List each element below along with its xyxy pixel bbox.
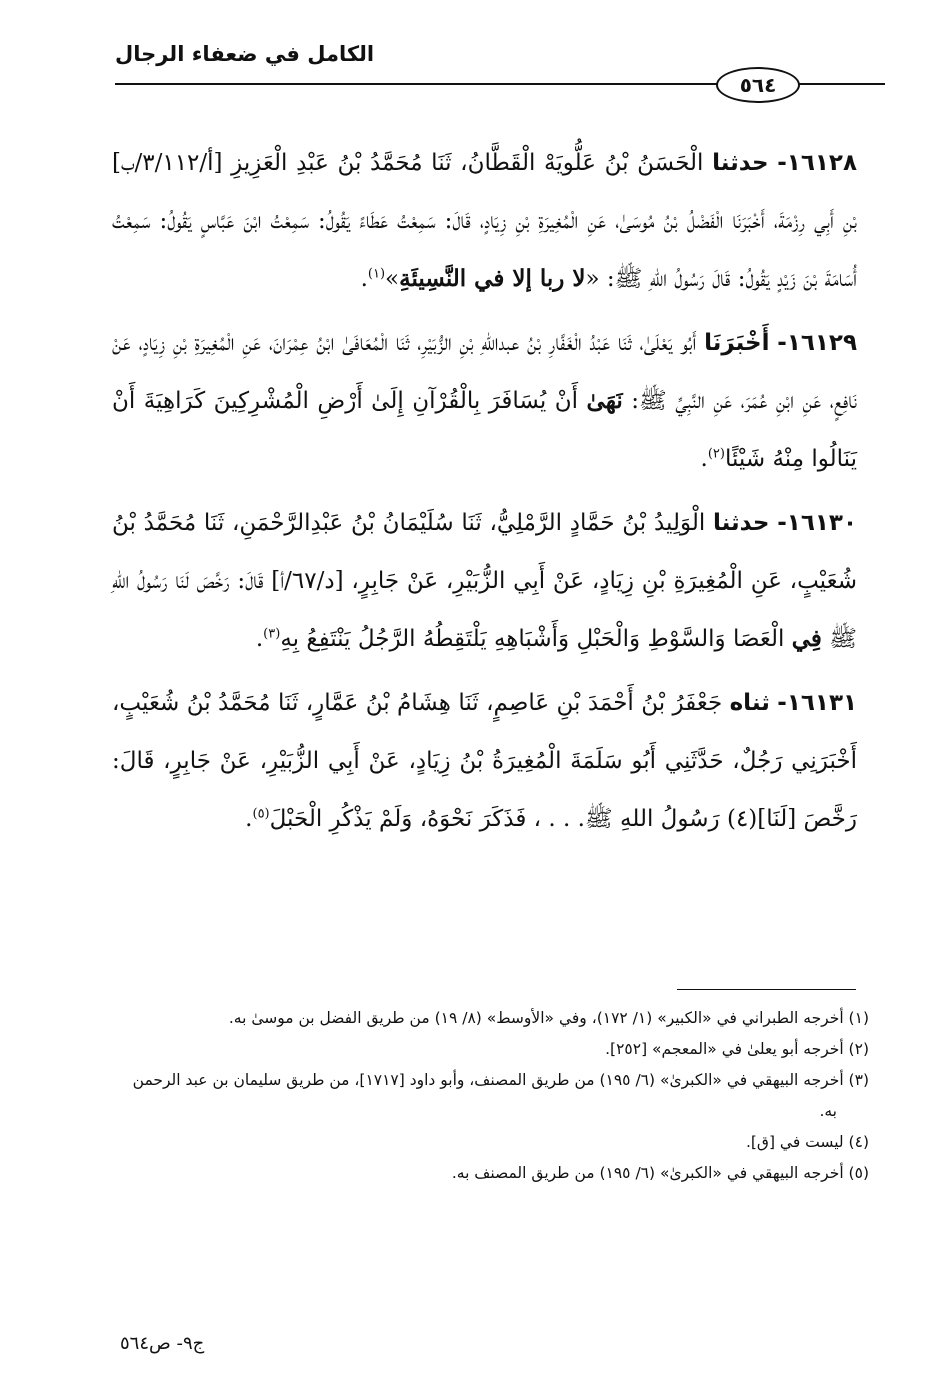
entry-text: أَبُو يَعْلَىٰ، ثَنَا عَبْدُ الْغَفَّارِ بْنُ عبداللهِ بْنِ الزُّبَيْرِ، ثَنَا الْمُعَافَىٰ ابْنُ عِمْرَانَ، عَنِ الْمُغِيرَةِ بْنِ زِيَادٍ، عَنْ نَافِعٍ، عَنِ ابْنِ عُمَرَ، عَنِ النَّبِيِّ ﷺ:	[112, 330, 857, 414]
page-number-label: ٥٦٤	[739, 73, 777, 97]
hadith-quote: فِي	[791, 625, 822, 652]
footnote: (٤) ليست في [ق].	[745, 1133, 869, 1151]
entry-text-end: الْعَصَا وَالسَّوْطِ وَالْحَبْلِ وَأَشْبَاهِهِ يَلْتَقِطُهُ الرَّجُلُ يَنْتَفِعُ بِهِ	[280, 626, 792, 652]
narration-keyword: حدثنا	[712, 510, 770, 536]
hadith-entry	[112, 314, 857, 488]
footnote: (٣) أخرجه البيهقي في «الكبرىٰ» (٦/ ١٩٥) من طريق المصنف، وأبو داود [١٧١٧]، من طريق سليمان بن عبد الرحمن به.	[132, 1071, 869, 1120]
footnote: (٢) أخرجه أبو يعلىٰ في «المعجم» [٢٥٢].	[605, 1040, 869, 1058]
narration-keyword: حدثنا	[712, 150, 769, 176]
entry-number: ١٦١٢٨-	[777, 150, 857, 176]
entry-number: ١٦١٣١-	[777, 690, 858, 716]
entry-text-end: »	[385, 266, 400, 292]
footnote-ref[interactable]: (٥)	[252, 806, 270, 822]
entry-end: .	[255, 626, 264, 652]
hadith-entry	[112, 134, 857, 308]
footnote: (٥) أخرجه البيهقي في «الكبرىٰ» (٦/ ١٩٥) من طريق المصنف به.	[451, 1164, 869, 1182]
entry-end: .	[700, 446, 708, 472]
footnote-ref[interactable]: (١)	[367, 266, 386, 282]
entry-end: .	[360, 266, 368, 292]
entry-text: الْحَسَنُ بْنُ عَلُّويَهْ الْقَطَّانُ، ثَنَا مُحَمَّدُ بْنُ عَبْدِ الْعَزِيزِ [أ/٣/١١٢/ب] بْنِ أَبِي رِزْمَةَ، أَخْبَرَنَا الْفَضْلُ بْنُ مُوسَىٰ، عَنِ الْمُغِيرَةِ بْنِ زِيَادٍ، قَالَ: سَمِعْتُ عَطَاءً يَقُولُ: سَمِعْتُ ابْنَ عَبَّاسٍ يَقُولُ: سَمِعْتُ أُسَامَةَ بْنَ زَيْدٍ يَقُولُ: قَالَ رَسُولُ اللهِ ﷺ: «	[112, 150, 857, 292]
hadith-entry	[112, 494, 857, 668]
footnote-divider	[677, 989, 856, 990]
entry-number: ١٦١٣٠-	[777, 510, 857, 536]
entry-number: ١٦١٢٩-	[777, 330, 858, 356]
hadith-entry	[112, 674, 857, 848]
entry-text: جَعْفَرُ بْنُ أَحْمَدَ بْنِ عَاصِمٍ، ثَنَا هِشَامُ بْنُ عَمَّارٍ، ثَنَا مُحَمَّدُ بْنُ شُعَيْبٍ، أَخْبَرَنِي رَجُلٌ، حَدَّثَنِي أَبُو سَلَمَةَ الْمُغِيرَةُ بْنُ زِيَادٍ، عَنْ أَبِي الزُّبَيْرِ، عَنْ جَابِرٍ، قَالَ: رَخَّصَ [لَنَا]	[112, 690, 857, 832]
volume-page-reference: ج٩- ص٥٦٤	[120, 1333, 205, 1354]
entry-text-end: (٤) رَسُولُ اللهِ ﷺ. . . ، فَذَكَرَ نَحْوَهُ، وَلَمْ يَذْكُرِ الْحَبْلَ	[269, 806, 758, 832]
entry-text: الْوَلِيدُ بْنُ حَمَّادٍ الرَّمْلِيُّ، ثَنَا سُلَيْمَانُ بْنُ عَبْدِالرَّحْمَنِ، ثَنَا مُحَمَّدُ بْنُ شُعَيْبٍ، عَنِ الْمُغِيرَةِ بْنِ زِيَادٍ، عَنْ أَبِي الزُّبَيْرِ، عَنْ جَابِرٍ، [د/٦٧/أ] قَالَ: رَخَّصَ لَنَا رَسُولُ اللهِ ﷺ	[112, 510, 857, 652]
page-number	[716, 67, 800, 103]
narration-keyword: أَخْبَرَنَا	[704, 330, 770, 356]
footnote-ref[interactable]: (٣)	[263, 626, 281, 642]
hadith-quote: لا ربا إلا في النَّسِيئَةِ	[399, 265, 586, 292]
narration-keyword: ثناه	[729, 690, 770, 716]
footnote: (١) أخرجه الطبراني في «الكبير» (١/ ١٧٢)، وفي «الأوسط» (٨/ ١٩) من طريق الفضل بن موسىٰ به.	[228, 1009, 869, 1027]
hadith-quote: نَهَىٰ	[586, 387, 623, 414]
book-title: الكامل في ضعفاء الرجال	[115, 42, 375, 66]
footnote-ref[interactable]: (٢)	[707, 446, 725, 462]
main-text	[112, 134, 857, 854]
entry-end: .	[245, 806, 253, 832]
entry-text-end: أَنْ يُسَافَرَ بِالْقُرْآنِ إِلَىٰ أَرْضِ الْمُشْرِكِينَ كَرَاهِيَةَ أَنْ يَنَالُوا مِنْهُ شَيْئًا	[112, 388, 857, 472]
footnotes	[112, 1003, 869, 1189]
